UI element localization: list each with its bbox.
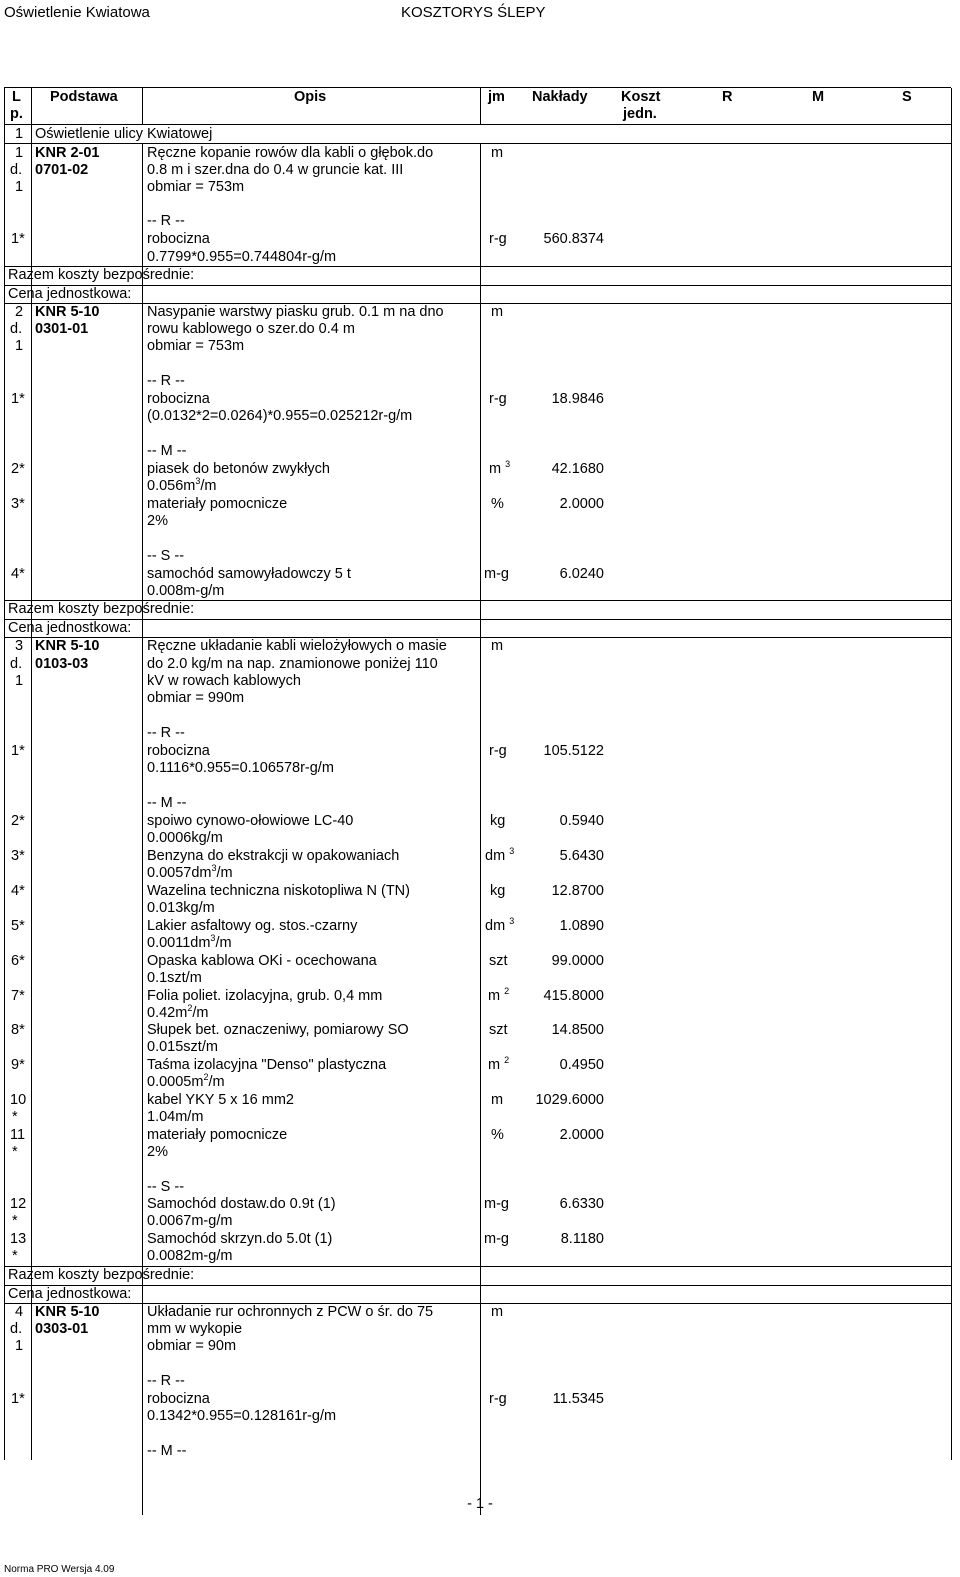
position-basis: KNR 5-10 [35,638,100,654]
resource-norm: $0.056m^3/m$ [147,476,217,494]
position-one: 1 [15,673,24,689]
resource-norm: 2% [147,513,168,529]
resource-norm: 0.1342*0.955=0.128161r-g/m [147,1408,337,1424]
section-number: 1 [15,126,24,142]
software-footer: Norma PRO Wersja 4.09 [4,1564,115,1575]
resource-name: materiały pomocnicze [147,1127,288,1143]
resource-norm: 0.1szt/m [147,970,202,986]
resource-lp: 1* [11,1391,25,1407]
resource-norm: $0.0057dm^3/m$ [147,863,233,881]
resource-quantity: 12.8700 [551,883,604,899]
resource-norm: 0.013kg/m [147,900,215,916]
position-one: 1 [15,338,24,354]
col-divider-podstawa [142,143,143,1515]
resource-norm: (0.0132*2=0.0264)*0.955=0.025212r-g/m [147,408,413,424]
resource-norm: 0.008m-g/m [147,583,225,599]
position-number: 4 [15,1304,24,1320]
group-header-m: -- M -- [147,443,187,459]
resource-quantity: 6.0240 [559,566,604,582]
resource-unit: r-g [489,1391,507,1407]
resource-lp: 3* [11,496,25,512]
position-basis: KNR 5-10 [35,304,100,320]
position-description: Nasypanie warstwy piasku grub. 0.1 m na dno [147,304,444,320]
position-basis-code: 0701-02 [35,162,89,178]
position-basis-code: 0103-03 [35,656,89,672]
position-number: 3 [15,638,24,654]
resource-unit: m $^2$ [488,986,510,1004]
resource-name: samochód samowyładowczy 5 t [147,566,351,582]
position-d: d. [10,656,23,672]
resource-unit: m-g [484,1196,509,1212]
resource-quantity: 11.5345 [552,1391,604,1407]
resource-quantity: 415.8000 [543,988,604,1004]
resource-unit: m $^2$ [488,1055,510,1073]
resource-lp: 8* [11,1022,25,1038]
resource-lp: 4* [11,566,25,582]
resource-lp: 2* [11,813,25,829]
resource-lp: 3* [11,848,25,864]
cena-label: Cena jednostkowa: [8,620,132,636]
resource-quantity: 14.8500 [551,1022,604,1038]
resource-name: Samochód skrzyn.do 5.0t (1) [147,1231,333,1247]
resource-unit: m [491,1092,504,1108]
resource-name: Benzyna do ekstrakcji w opakowaniach [147,848,400,864]
position-d: d. [10,162,23,178]
position-unit: m [491,304,504,320]
col-header-lp: L [12,89,21,105]
resource-name: Wazelina techniczna niskotopliwa N (TN) [147,883,410,899]
resource-norm: $0.0005m^2/m$ [147,1072,225,1090]
document-header-left: Oświetlenie Kwiatowa [4,4,150,21]
col-header-podstawa: Podstawa [50,89,118,105]
position-basis-code: 0301-01 [35,321,89,337]
col-header-r: R [722,89,733,105]
resource-unit: kg [490,813,506,829]
position-number: 2 [15,304,24,320]
position-basis-code: 0303-01 [35,1321,89,1337]
razem-label: Razem koszty bezpośrednie: [8,267,195,283]
document-title: KOSZTORYS ŚLEPY [401,4,546,21]
position-unit: m [491,638,504,654]
resource-name: Opaska kablowa OKi - ocechowana [147,953,377,969]
resource-name: robocizna [147,743,210,759]
group-header-r: -- R -- [147,373,185,389]
col-header-naklady: Nakłady [532,89,588,105]
resource-lp: 6* [11,953,25,969]
table-top-border [4,87,951,88]
resource-lp: 13 [10,1231,27,1247]
resource-name: spoiwo cynowo-ołowiowe LC-40 [147,813,354,829]
header-bottom-border [4,124,951,125]
section-border [4,143,951,144]
resource-quantity: 0.5940 [559,813,604,829]
resource-unit: r-g [489,743,507,759]
resource-quantity: 8.1180 [560,1231,604,1247]
resource-quantity: 99.0000 [551,953,604,969]
resource-name: Słupek bet. oznaczeniwy, pomiarowy SO [147,1022,409,1038]
resource-quantity: 1029.6000 [535,1092,604,1108]
resource-unit: % [491,1127,504,1143]
resource-lp: 12 [10,1196,27,1212]
position-one: 1 [15,1338,24,1354]
resource-unit: r-g [489,391,507,407]
position-d: d. [10,1321,23,1337]
resource-unit: m $^3$ [489,459,511,477]
col-header-m: M [812,89,825,105]
resource-lp: 7* [11,988,25,1004]
resource-norm: 0.015szt/m [147,1039,218,1055]
table-right-border [951,88,952,1460]
position-basis: KNR 2-01 [35,145,100,161]
position-description-2: rowu kablowego o szer.do 0.4 m [147,321,355,337]
resource-norm: 0.0006kg/m [147,830,223,846]
resource-norm: 0.0067m-g/m [147,1213,233,1229]
resource-norm: 0.7799*0.955=0.744804r-g/m [147,249,337,265]
resource-quantity: 560.8374 [543,231,604,247]
resource-unit: szt [489,953,508,969]
position-description-2: 0.8 m i szer.dna do 0.4 w gruncie kat. III [147,162,404,178]
resource-lp-star: * [12,1109,18,1125]
col-header-koszt: Koszt [621,89,661,105]
resource-quantity: 6.6330 [559,1196,604,1212]
resource-name: Folia poliet. izolacyjna, grub. 0,4 mm [147,988,383,1004]
resource-lp: 1* [11,743,25,759]
resource-quantity: 105.5122 [543,743,604,759]
group-header-s: -- S -- [147,548,185,564]
col-divider-opis [480,143,481,1515]
resource-lp: 1* [11,231,25,247]
resource-name: robocizna [147,391,210,407]
cena-label: Cena jednostkowa: [8,1286,132,1302]
resource-norm: 0.1116*0.955=0.106578r-g/m [147,760,334,776]
resource-quantity: 2.0000 [559,496,604,512]
position-description-2: do 2.0 kg/m na nap. znamionowe poniżej 110 [147,656,438,672]
resource-unit: % [491,496,504,512]
group-header-m: -- M -- [147,795,187,811]
resource-name: robocizna [147,1391,210,1407]
table-left-border [4,88,5,1460]
resource-lp: 1* [11,391,25,407]
razem-label: Razem koszty bezpośrednie: [8,1267,195,1283]
position-unit: m [491,145,504,161]
resource-lp-star: * [12,1213,18,1229]
group-header-m: -- M -- [147,1443,187,1459]
resource-lp: 5* [11,918,25,934]
col-divider-opis-head [480,88,481,124]
section-title: Oświetlenie ulicy Kwiatowej [35,126,213,142]
position-description: Ręczne układanie kabli wielożyłowych o masie [147,638,447,654]
resource-lp: 2* [11,461,25,477]
resource-lp-star: * [12,1248,18,1264]
resource-name: Lakier asfaltowy og. stos.-czarny [147,918,358,934]
resource-unit: szt [489,1022,508,1038]
resource-lp: 10 [10,1092,27,1108]
col-divider-podstawa-head [142,88,143,124]
razem-label: Razem koszty bezpośrednie: [8,601,195,617]
position-obmiar: obmiar = 990m [147,690,245,706]
position-unit: m [491,1304,504,1320]
resource-unit: kg [490,883,506,899]
page-number: - 1 - [467,1496,493,1512]
resource-lp-star: * [12,1144,18,1160]
position-obmiar: obmiar = 90m [147,1338,237,1354]
group-header-s: -- S -- [147,1179,185,1195]
position-description: Ręczne kopanie rowów dla kabli o głębok.do [147,145,434,161]
group-header-r: -- R -- [147,1373,185,1389]
group-header-r: -- R -- [147,725,185,741]
row-border [4,285,951,286]
resource-lp: 4* [11,883,25,899]
resource-unit: dm $^3$ [485,916,515,934]
col-header-s: S [902,89,912,105]
resource-unit: dm $^3$ [485,846,515,864]
group-header-r: -- R -- [147,213,185,229]
resource-quantity: 2.0000 [559,1127,604,1143]
col-header-koszt-2: jedn. [623,106,657,122]
resource-unit: r-g [489,231,507,247]
resource-quantity: 1.0890 [559,918,604,934]
cena-label: Cena jednostkowa: [8,286,132,302]
resource-norm: $0.42m^2/m$ [147,1003,209,1021]
resource-quantity: 5.6430 [559,848,604,864]
resource-name: kabel YKY 5 x 16 mm2 [147,1092,294,1108]
resource-norm: 1.04m/m [147,1109,204,1125]
resource-norm: 0.0082m-g/m [147,1248,233,1264]
resource-name: materiały pomocnicze [147,496,288,512]
resource-unit: m-g [484,1231,509,1247]
resource-quantity: 0.4950 [559,1057,604,1073]
resource-norm: 2% [147,1144,168,1160]
resource-name: Samochód dostaw.do 0.9t (1) [147,1196,336,1212]
row-border [4,1285,951,1286]
col-header-jm: jm [488,89,505,105]
resource-lp: 11 [10,1127,26,1143]
position-basis: KNR 5-10 [35,1304,100,1320]
resource-name: piasek do betonów zwykłych [147,461,330,477]
resource-quantity: 18.9846 [551,391,604,407]
resource-lp: 9* [11,1057,25,1073]
resource-quantity: 42.1680 [551,461,604,477]
col-header-opis: Opis [294,89,327,105]
resource-norm: $0.0011dm^3/m$ [147,933,232,951]
col-header-lp-2: p. [10,106,23,122]
resource-name: robocizna [147,231,210,247]
position-obmiar: obmiar = 753m [147,338,245,354]
position-number: 1 [15,145,24,161]
position-description-3: kV w rowach kablowych [147,673,301,689]
resource-unit: m-g [484,566,509,582]
resource-name: Taśma izolacyjna "Denso" plastyczna [147,1057,387,1073]
position-one: 1 [15,179,24,195]
position-d: d. [10,321,23,337]
position-obmiar: obmiar = 753m [147,179,245,195]
position-description: Układanie rur ochronnych z PCW o śr. do 75 [147,1304,434,1320]
row-border [4,619,951,620]
position-description-2: mm w wykopie [147,1321,243,1337]
